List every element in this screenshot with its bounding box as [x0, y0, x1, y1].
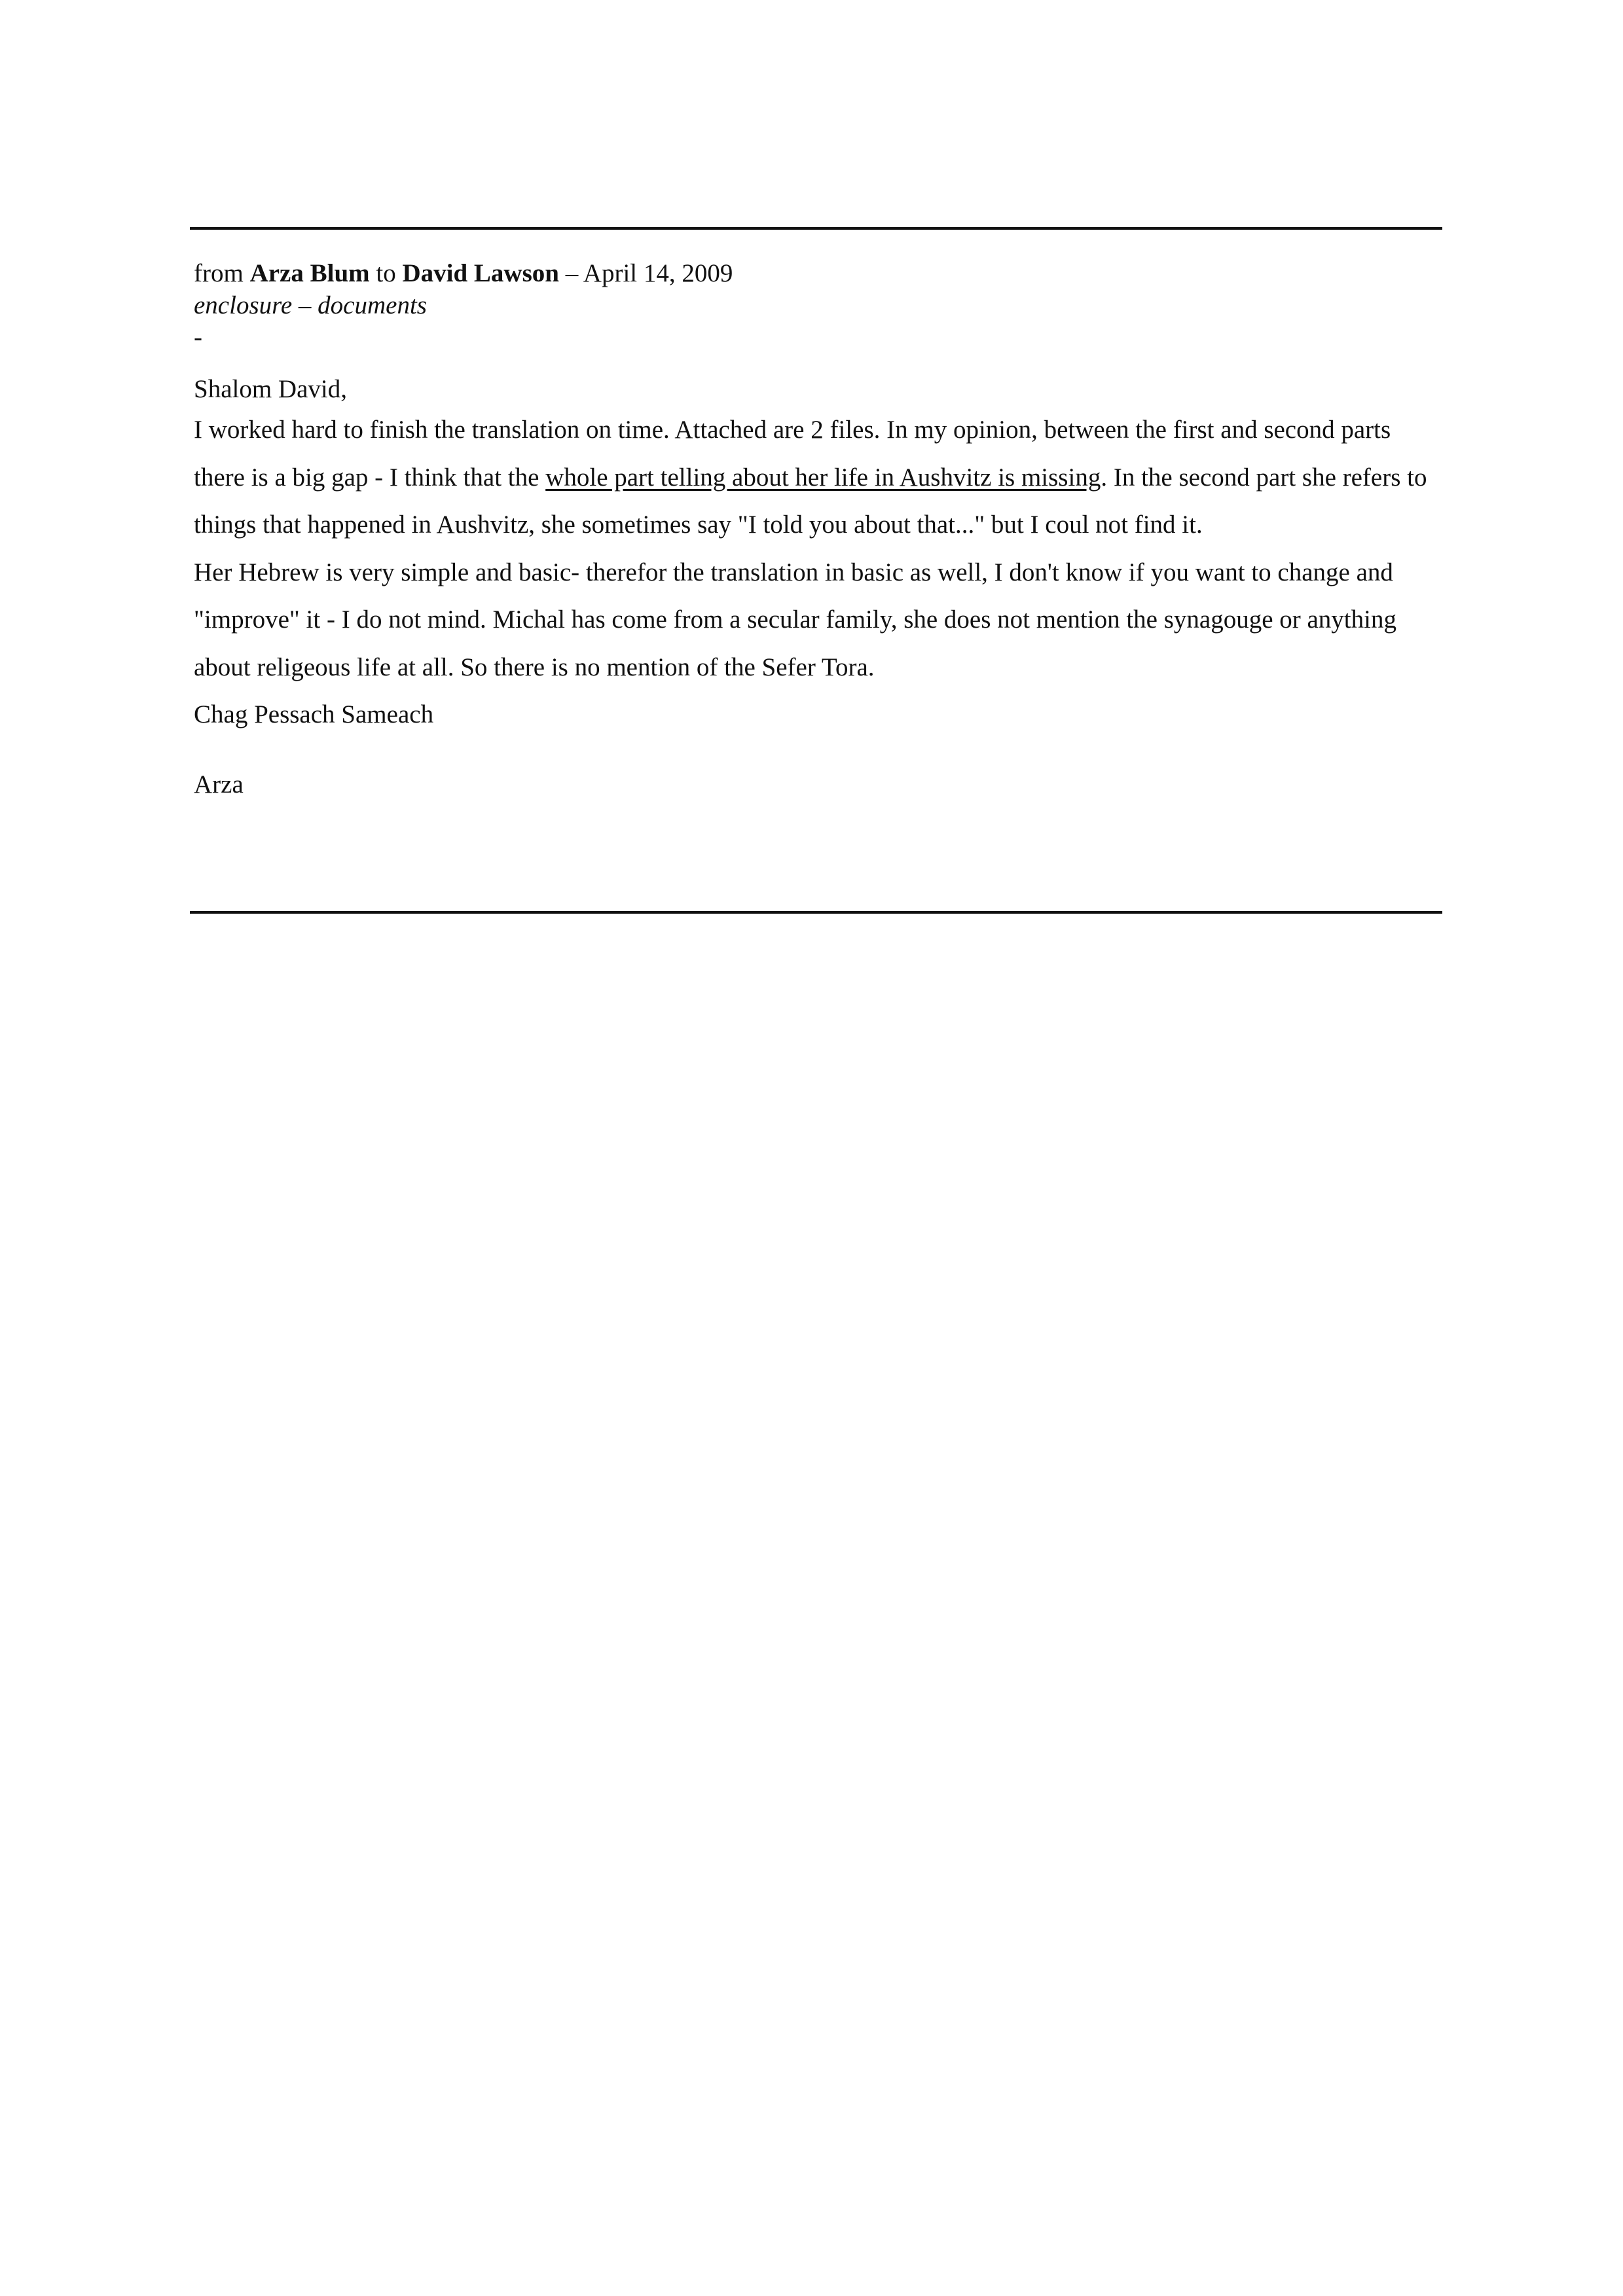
letter-date: – April 14, 2009 [558, 259, 733, 287]
paragraph-1-start: I worked hard to finish the translation on time. Attached are 2 files. In my opinion, between the first and second parts there is a big gap - I think that the [194, 416, 1391, 492]
separator-dash: - [194, 323, 202, 351]
closing-line: Chag Pessach Sameach [194, 700, 434, 728]
letter-header-line [194, 257, 1441, 289]
underlined-phrase: whole part telling about her life in Aushvitz is missing [545, 463, 1101, 492]
recipient-name: David Lawson [402, 259, 559, 287]
bottom-divider [190, 911, 1442, 914]
from-prefix: from [194, 259, 250, 287]
top-divider [190, 227, 1442, 230]
paragraph-1-end: . In the second part she refers to things that happened in Aushvitz, she sometimes say "I told you about that..." but I coul not find it. [194, 463, 1427, 539]
signature: Arza [194, 770, 244, 798]
enclosure-line: enclosure – documents [194, 291, 427, 319]
sender-name: Arza Blum [249, 259, 370, 287]
greeting: Shalom David, [194, 375, 347, 403]
paragraph-2: Her Hebrew is very simple and basic- therefor the translation in basic as well, I don't know if you want to change and "improve" it - I do not mind. Michal has come from a secular family, she does not mention the synagouge or anything about religeous life at all. So there is no mention of the Sefer Tora. [194, 558, 1396, 681]
letter [194, 257, 1441, 804]
to-word: to [369, 259, 403, 287]
paragraph-1 [194, 406, 1441, 549]
